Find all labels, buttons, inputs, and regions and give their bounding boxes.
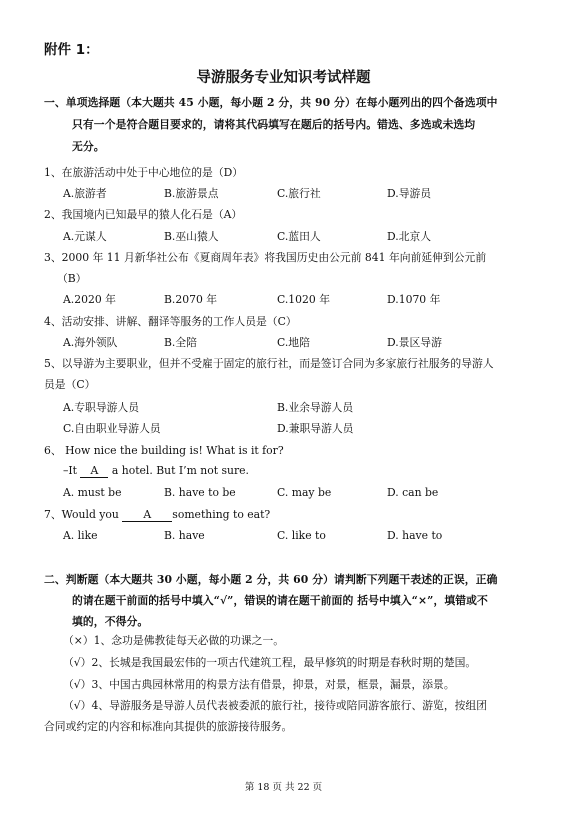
section1-heading-line1: 一、单项选择题（本大题共 45 小题，每小题 2 分，共 90 分）在每小题列出的四个备选项中 xyxy=(44,96,498,109)
question-7-stem-post: something to eat? xyxy=(172,508,271,521)
question-6-stem: 6、 How nice the building is! What is it for? xyxy=(44,444,284,457)
question-3-option-b: B.2070 年 xyxy=(164,293,218,306)
question-3-option-d: D.1070 年 xyxy=(387,293,441,306)
section2-heading-line3: 填的，不得分。 xyxy=(72,615,149,628)
section2-heading-line2: 的请在题干前面的括号中填入“√”，错误的请在题干前面的 括号中填入“×”，填错或不 xyxy=(72,594,488,607)
question-3-option-c: C.1020 年 xyxy=(277,293,331,306)
judgment-2: （√）2、长城是我国最宏伟的一项古代建筑工程，最早修筑的时期是春秋时期的楚国。 xyxy=(63,656,477,669)
question-7-option-d: D. have to xyxy=(387,529,443,542)
question-6-option-b: B. have to be xyxy=(164,486,236,499)
question-6-answer-blank: A xyxy=(80,465,108,478)
question-2-option-b: B.巫山猿人 xyxy=(164,230,219,243)
question-3-option-a: A.2020 年 xyxy=(63,293,116,306)
question-6-reply-pre: –It xyxy=(63,464,81,477)
question-2-stem: 2、我国境内已知最早的猿人化石是（A） xyxy=(44,208,243,221)
question-2-option-c: C.蓝田人 xyxy=(277,230,321,243)
question-1-option-a: A.旅游者 xyxy=(63,187,107,200)
section1-heading-line2: 只有一个是符合题目要求的，请将其代码填写在题后的括号内。错选、多选或未选均 xyxy=(72,118,476,131)
question-5-option-c: C.自由职业导游人员 xyxy=(63,422,161,435)
page-footer: 第 18 页 共 22 页 xyxy=(244,782,323,793)
question-4-option-b: B.全陪 xyxy=(164,336,197,349)
question-7-option-b: B. have xyxy=(164,529,205,542)
question-6-option-c: C. may be xyxy=(277,486,332,499)
question-7-option-a: A. like xyxy=(63,529,98,542)
question-5-stem: 5、以导游为主要职业，但并不受雇于固定的旅行社，而是签订合同为多家旅行社服务的导游人 xyxy=(44,357,494,370)
question-6-reply-post: a hotel. But I’m not sure. xyxy=(108,464,249,477)
question-4-option-d: D.景区导游 xyxy=(387,336,442,349)
question-7-stem xyxy=(44,507,270,522)
judgment-4-cont: 合同或约定的内容和标准向其提供的旅游接待服务。 xyxy=(44,720,293,733)
question-4-option-c: C.地陪 xyxy=(277,336,310,349)
question-6-option-a: A. must be xyxy=(63,486,122,499)
question-2-option-a: A.元谋人 xyxy=(63,230,107,243)
judgment-3: （√）3、中国古典园林常用的构景方法有借景，抑景，对景，框景，漏景，添景。 xyxy=(63,678,455,691)
question-1-option-d: D.导游员 xyxy=(387,187,432,200)
question-7-stem-pre: 7、Would you xyxy=(44,508,123,521)
question-7-option-c: C. like to xyxy=(277,529,326,542)
question-5-stem-cont: 员是（C） xyxy=(44,378,96,391)
question-3-stem: 3、2000 年 11 月新华社公布《夏商周年表》将我国历史由公元前 841 年向前延伸到公元前 xyxy=(44,251,487,264)
question-2-option-d: D.北京人 xyxy=(387,230,432,243)
question-3-stem-cont: （B） xyxy=(57,272,87,285)
section2-heading-line1: 二、判断题（本大题共 30 小题，每小题 2 分，共 60 分）请判断下列题干表述的正误，正确 xyxy=(44,573,498,586)
question-4-option-a: A.海外领队 xyxy=(63,336,118,349)
question-4-stem: 4、活动安排、讲解、翻译等服务的工作人员是（C） xyxy=(44,315,297,328)
question-5-option-b: B.业余导游人员 xyxy=(277,401,354,414)
question-5-option-a: A.专职导游人员 xyxy=(63,401,140,414)
question-6-reply xyxy=(63,464,249,478)
section1-heading-line3: 无分。 xyxy=(72,140,105,153)
question-1-option-c: C.旅行社 xyxy=(277,187,321,200)
judgment-4: （√）4、导游服务是导游人员代表被委派的旅行社，接待或陪同游客旅行、游览，按组团 xyxy=(63,699,488,712)
judgment-1: （×）1、念功是佛教徒每天必做的功课之一。 xyxy=(63,634,285,647)
question-6-option-d: D. can be xyxy=(387,486,439,499)
question-1-stem: 1、在旅游活动中处于中心地位的是（D） xyxy=(44,166,244,179)
question-5-option-d: D.兼职导游人员 xyxy=(277,422,354,435)
question-7-answer-blank: A xyxy=(122,509,172,522)
page-title: 导游服务专业知识考试样题 xyxy=(196,70,371,86)
annex-label: 附件 1： xyxy=(44,42,99,58)
question-1-option-b: B.旅游景点 xyxy=(164,187,219,200)
